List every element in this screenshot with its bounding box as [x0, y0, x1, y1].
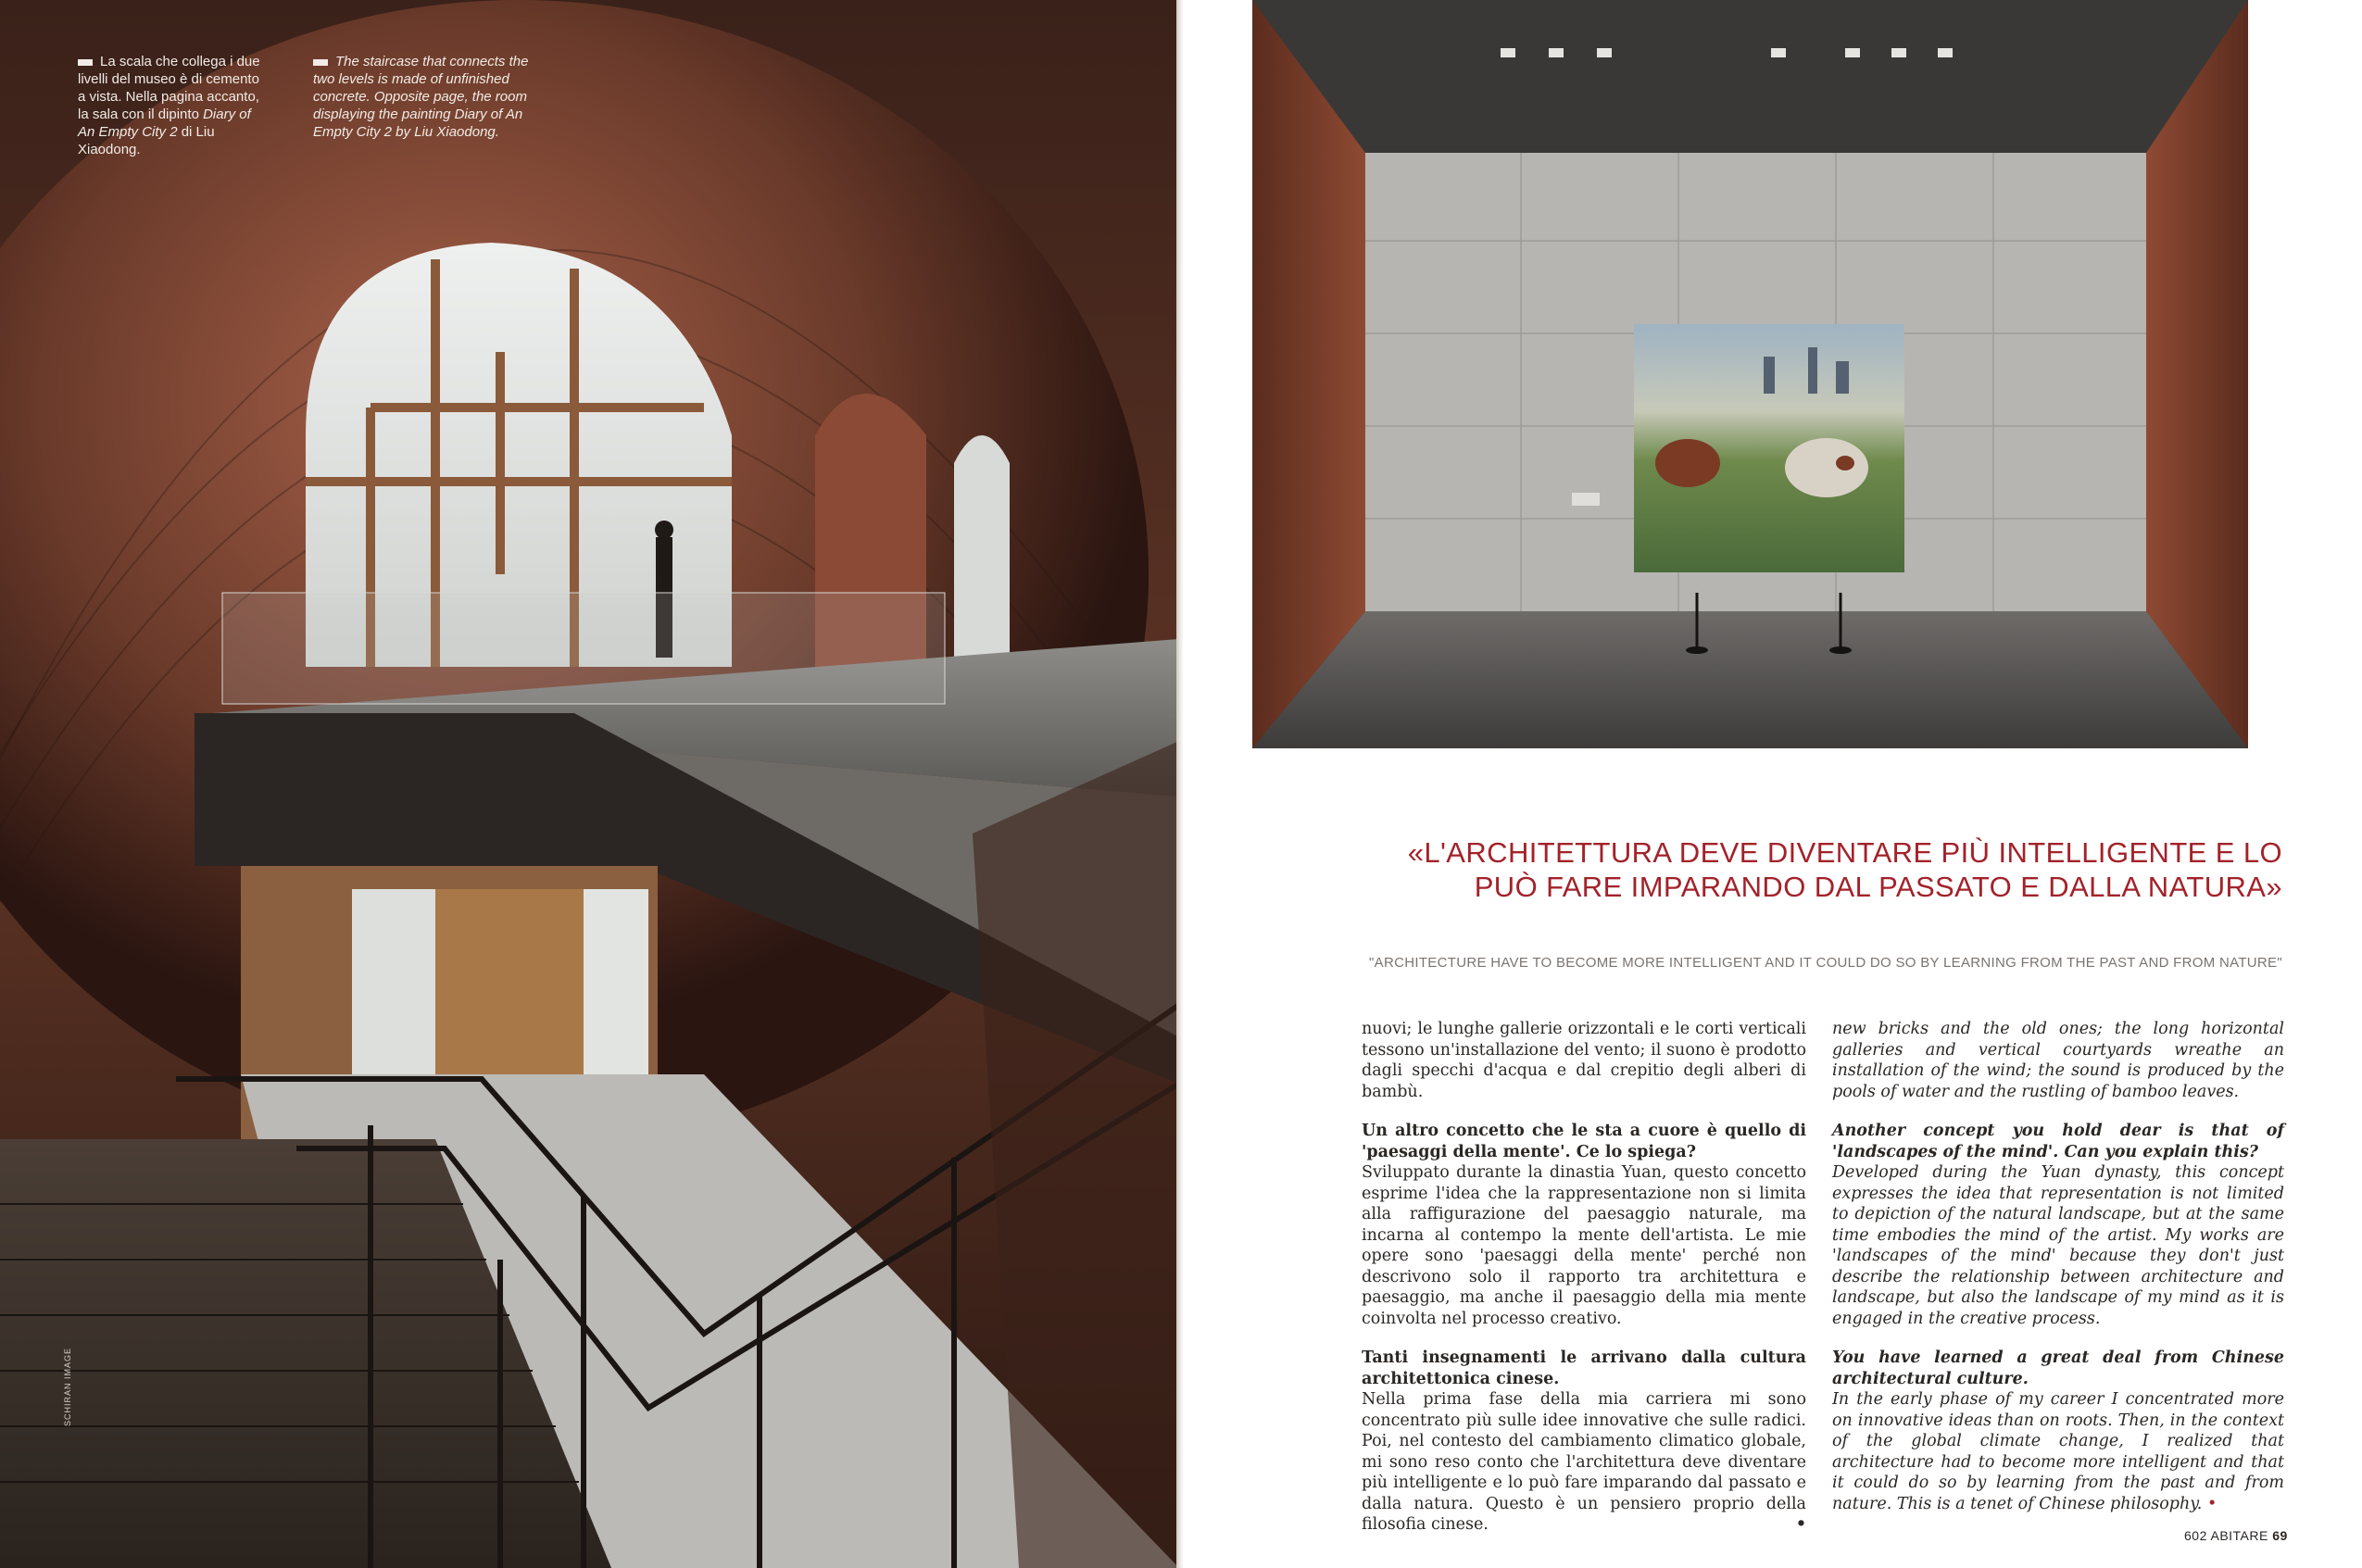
interview-question: Tanti insegnamenti le arrivano dalla cultura architettonica cinese. — [1362, 1348, 1806, 1388]
caption-marker — [78, 59, 93, 66]
interview-answer: In the early phase of my career I concentrated more on innovative ideas than on roots. Then, in the context of the global climate change, I realized that architecture had to become more intelligent and that it could do so by learning from the past and from nature. This is a tenet of Chinese philosophy. — [1832, 1390, 2284, 1513]
paragraph: new bricks and the old ones; the long horizontal galleries and vertical courtyards wreathe an installation of the wind; the sound is produced by the pools of water and the rustling of bamboo leaves. — [1832, 1020, 2284, 1101]
end-mark: • — [1795, 1515, 1806, 1534]
page-number: 69 — [2272, 1528, 2288, 1543]
paragraph — [1362, 1121, 1806, 1329]
paragraph: nuovi; le lunghe gallerie orizzontali e le corti verticali tessono un'installazione del vento; il suono è prodotto dagli specchi d'acqua e dal crepitio degli alberi di bambù. — [1362, 1020, 1806, 1101]
caption-marker — [313, 59, 328, 66]
article-column-italian — [1362, 1019, 1806, 1554]
end-mark: • — [2206, 1494, 2218, 1513]
left-page — [0, 0, 1179, 1568]
caption-italian: La scala che collega i due livelli del museo è di cemento a vista. Nella pagina accanto, la sala con il dipinto Diary of An Empty City 2 di Liu Xiaodong. — [78, 54, 260, 157]
photo-credit: SCHIRAN IMAGE — [63, 1347, 72, 1426]
article-column-english — [1832, 1019, 2284, 1533]
caption-english: The staircase that connects the two levels is made of unfinished concrete. Opposite page, the room displaying the painting Diary of An Empty City 2 by Liu Xiaodong. — [313, 54, 529, 140]
interview-question: Another concept you hold dear is that of 'landscapes of the mind'. Can you explain this? — [1832, 1122, 2284, 1161]
interview-answer: Developed during the Yuan dynasty, this concept expresses the idea that representation is not limited to depiction of the natural landscape, but at the same time embodies the mind of the artist. My works are 'landscapes of the mind' because they don't just describe the relationship between architecture and landscape, but also the landscape of my mind as it is engaged in the creative process. — [1832, 1163, 2284, 1328]
interview-question: Un altro concetto che le sta a cuore è quello di 'paesaggi della mente'. Ce lo spiega? — [1362, 1122, 1806, 1161]
issue-label: 602 ABITARE — [2184, 1528, 2268, 1543]
brick-vault-museum-interior-photo — [0, 0, 1179, 1568]
interview-answer: Nella prima fase della mia carriera mi sono concentrato più sulle idee innovative che sulle radici. Poi, nel contesto del cambiamento climatico globale, mi sono reso conto che l'architettura deve diventare più intelligente e lo può fare imparando dal passato e dalla natura. Questo è un pensiero proprio della filosofia cinese. — [1362, 1390, 1806, 1534]
pull-quote-italian: «L'ARCHITETTURA DEVE DIVENTARE PIÙ INTELLIGENTE E LO PUÒ FARE IMPARANDO DAL PASSATO E DALLA NATURA» — [1407, 836, 2282, 903]
interview-question: You have learned a great deal from Chinese architectural culture. — [1832, 1348, 2284, 1388]
gallery-room-with-painting-photo — [1252, 0, 2248, 748]
right-page — [1183, 0, 2362, 1568]
paragraph — [1362, 1348, 1806, 1536]
paragraph — [1832, 1121, 2284, 1329]
paragraph — [1832, 1348, 2284, 1514]
pull-quote-english: "ARCHITECTURE HAVE TO BECOME MORE INTELLIGENT AND IT COULD DO SO BY LEARNING FROM THE PAST AND FROM NATURE" — [1369, 955, 2282, 971]
interview-answer: Sviluppato durante la dinastia Yuan, questo concetto esprime l'idea che la rappresentazione non si limita alla raffigurazione del paesaggio naturale, ma incarna al contempo la mente dell'artista. Le mie opere sono 'paesaggi della mente' perché non descrivono solo il rapporto tra architettura e paesaggio, ma anche il paesaggio della mia mente coinvolta nel processo creativo. — [1362, 1163, 1806, 1328]
page-folio — [2184, 1528, 2288, 1543]
